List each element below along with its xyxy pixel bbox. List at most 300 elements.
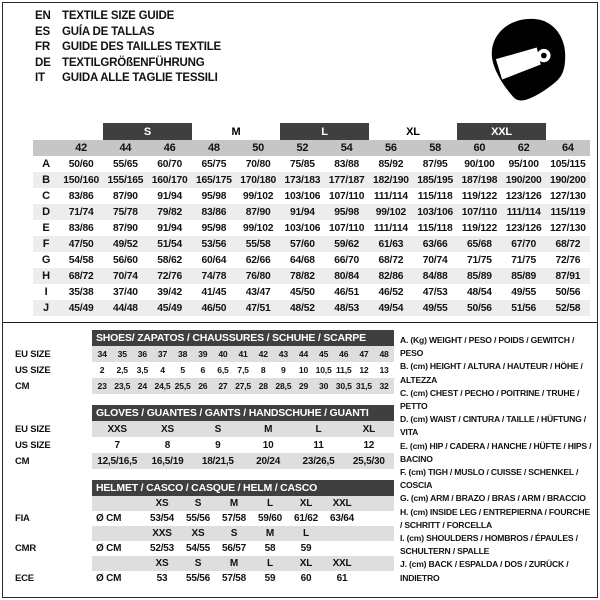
measure-cell: 187/198: [457, 172, 501, 188]
measure-cell: 71/75: [466, 254, 492, 266]
measure-cell: 75/78: [103, 204, 147, 220]
measure-row-B: [33, 172, 590, 188]
measure-cell: 46/51: [334, 286, 360, 298]
measure-row-D: [33, 204, 590, 220]
helmet_table-cell: 57/58: [221, 573, 247, 584]
measure-cell: 103/106: [413, 204, 457, 220]
size-group-S: S: [103, 123, 192, 140]
helmet_table-cell: 56/57: [221, 543, 247, 554]
measure-cell: 177/187: [325, 172, 369, 188]
size-col-header: 54: [325, 140, 369, 156]
gloves_table-cell: 23/26,5: [302, 455, 335, 467]
language-list: [35, 9, 221, 87]
helmet_table-unit-cell: [92, 556, 144, 571]
measure-cell: 115/118: [417, 222, 453, 234]
measure-cell: 51/54: [148, 236, 192, 252]
measure-cell: 44/48: [103, 300, 147, 316]
helmet_table-cell: XXL: [332, 558, 352, 569]
measure-cell: 49/55: [511, 286, 537, 298]
measure-row-label: E: [42, 222, 50, 234]
legend-item: J. (cm) BACK / ESPALDA / DOS / ZURÜCK / INDIETRO: [400, 559, 569, 583]
measure-row-label: B: [33, 172, 59, 188]
shoes_table-row-cells: [92, 378, 394, 394]
measure-cell: 95/98: [201, 222, 227, 234]
measure-cell: 91/94: [157, 222, 183, 234]
language-code: ES: [35, 25, 50, 38]
corner-cell: [33, 140, 59, 156]
shoes_table-cell: 31,5: [355, 381, 372, 391]
gloves_table-row: [12, 421, 394, 437]
legend-item: C. (cm) CHEST / PECHO / POITRINE / TRUHE / PETTO: [400, 387, 580, 412]
shoes_table-cell: 46: [339, 349, 349, 359]
size-group-row: [33, 123, 590, 140]
shoes_table-cell: 12: [359, 365, 369, 375]
measure-cell: 71/75: [511, 254, 537, 266]
shoes_table-title: SHOES/ ZAPATOS / CHAUSSURES / SCHUHE / SCARPE: [92, 330, 394, 346]
measure-cell: 48/52: [280, 300, 324, 316]
gloves_table-cell: 8: [164, 439, 171, 451]
helmet_table-unit-cell: Ø CM: [96, 513, 122, 524]
helmet_table-row-label: [12, 496, 92, 511]
helmet_table-cell: S: [194, 558, 202, 569]
shoes_table-row: [12, 378, 394, 394]
shoes_table-cell: 35: [117, 349, 127, 359]
measure-cell: 127/130: [549, 222, 586, 234]
shoes_table-cell: 11,5: [336, 365, 352, 375]
measure-row-label: D: [33, 204, 59, 220]
helmet_table-row: [12, 496, 394, 511]
shoes_table-row-label: CM: [15, 380, 30, 392]
helmet_table-row-label: FIA: [15, 513, 30, 524]
measure-cell: 39/42: [157, 286, 183, 298]
main-size-table: [33, 123, 590, 316]
measure-cell: 95/100: [508, 158, 539, 170]
gloves_table-cell: 18/21,5: [201, 455, 234, 467]
measure-cell: 47/53: [422, 286, 448, 298]
helmet_table-cell: XL: [299, 498, 313, 509]
racing-helmet-icon: [487, 15, 567, 105]
row-spacer: [360, 496, 394, 511]
measure-row-F: [33, 236, 590, 252]
gloves_table-cell: XL: [362, 423, 375, 435]
shoes_table-cell: 8: [260, 365, 266, 375]
measure-row-label: H: [33, 268, 59, 284]
helmet_table-cell: 53/54: [149, 513, 175, 524]
measure-cell: 78/82: [280, 268, 324, 284]
measure-row-label: C: [42, 190, 50, 202]
shoes_table-cell: 28,5: [275, 381, 292, 391]
size-col-header: 46: [148, 140, 192, 156]
helmet_table-cell: 58: [264, 543, 276, 554]
measure-cell: 41/45: [201, 286, 227, 298]
measure-cell: 105/115: [550, 158, 586, 170]
helmet_table-cell: [324, 526, 360, 541]
gloves_table-cell: M: [264, 423, 273, 435]
measure-row-label: I: [44, 286, 48, 298]
gloves_table-cell: XS: [161, 423, 174, 435]
size-number-row: [33, 140, 590, 156]
size-group-M: M: [231, 125, 241, 138]
measure-cell: 83/86: [68, 222, 94, 234]
size-group-blank: [546, 123, 590, 140]
shoes_table-cell: 6: [200, 365, 206, 375]
measure-cell: 115/119: [546, 204, 590, 220]
measure-cell: 75/85: [289, 158, 315, 170]
measure-cell: 61/63: [369, 236, 413, 252]
shoes_table-cell: 41: [238, 349, 248, 359]
measure-cell: 49/55: [413, 300, 457, 316]
shoes_table-cell: 30,5: [335, 381, 352, 391]
measure-cell: 160/170: [148, 172, 192, 188]
gloves_table-row-label: EU SIZE: [15, 423, 51, 435]
language-row: [35, 40, 221, 56]
measure-cell: 70/74: [103, 268, 147, 284]
gloves_table-cell: L: [315, 423, 322, 435]
shoes_table-cell: 43: [278, 349, 288, 359]
measure-cell: 65/68: [457, 236, 501, 252]
measure-cell: 50/56: [457, 300, 501, 316]
helmet_table-cell: XL: [299, 558, 313, 569]
helmet_table-row-label: CMR: [15, 543, 37, 554]
gloves_table-cell: 20/24: [256, 455, 281, 467]
measure-cell: 85/89: [502, 268, 546, 284]
shoes_table-cell: 27,5: [235, 381, 252, 391]
helmet_table-cell: [324, 541, 360, 556]
measure-cell: 173/183: [280, 172, 324, 188]
helmet_table-unit-cell: [92, 496, 144, 511]
measure-row-J: [33, 300, 590, 316]
helmet_table-unit-cell: Ø CM: [96, 573, 122, 584]
shoes_table-cell: 4: [160, 365, 165, 375]
shoes_table-cell: 6,5: [217, 365, 229, 375]
language-code: IT: [35, 72, 45, 84]
row-spacer: [360, 541, 394, 556]
measure-cell: 68/72: [378, 254, 404, 266]
helmet_table-row-cells: [92, 541, 394, 556]
gloves_table-cell: 10: [262, 439, 274, 451]
gloves_table-cell: 12: [363, 439, 375, 451]
measure-cell: 68/72: [546, 236, 590, 252]
legend-panel: [400, 334, 592, 585]
measure-cell: 111/114: [373, 222, 408, 234]
measure-cell: 48/54: [466, 286, 492, 298]
measure-cell: 74/78: [192, 268, 236, 284]
shoes_table-row-cells: [92, 346, 394, 362]
measure-cell: 87/95: [422, 158, 448, 170]
measure-cell: 150/160: [59, 172, 103, 188]
measure-cell: 119/122: [461, 222, 497, 234]
legend-item: D. (cm) WAIST / CINTURA / TAILLE / HÜFTUNG / VITA: [400, 414, 586, 438]
measure-cell: 66/70: [334, 254, 360, 266]
measure-cell: 103/106: [284, 190, 321, 202]
measure-cell: 91/94: [280, 204, 324, 220]
measure-cell: 127/130: [549, 190, 586, 202]
gloves_table-row-label: CM: [15, 455, 30, 467]
measure-cell: 60/64: [201, 254, 227, 266]
measure-cell: 123/126: [505, 222, 542, 234]
measure-cell: 53/56: [192, 236, 236, 252]
measure-cell: 83/86: [192, 204, 236, 220]
size-col-header: 64: [546, 140, 590, 156]
measure-cell: 48/53: [325, 300, 369, 316]
helmet_table-cell: L: [303, 528, 309, 539]
shoes_table-cell: 39: [198, 349, 208, 359]
gloves_table-row-label: US SIZE: [15, 439, 51, 451]
gloves_table-cell: 16,5/19: [151, 455, 184, 467]
language-code: DE: [35, 56, 51, 69]
row-spacer: [360, 571, 394, 586]
measure-cell: 37/40: [112, 286, 138, 298]
gloves-table: [12, 405, 394, 469]
measure-row-E: [33, 220, 590, 236]
measure-cell: 45/49: [148, 300, 192, 316]
measure-cell: 49/54: [369, 300, 413, 316]
gloves_table-row: [12, 453, 394, 469]
legend-item: H. (cm) INSIDE LEG / ENTREPIERNA / FOURCHE / SCHRITT / FORCELLA: [400, 506, 590, 530]
shoes_table-cell: 37: [157, 349, 168, 359]
measure-row-I: [33, 284, 590, 300]
shoes_table-cell: 34: [97, 349, 107, 359]
language-title: GUÍA DE TALLAS: [62, 25, 155, 38]
measure-cell: 115/118: [417, 190, 453, 202]
helmet_table-row-cells: [92, 526, 394, 541]
shoes_table-cell: 45: [319, 349, 329, 359]
shoes_table-cell: 36: [137, 349, 147, 359]
measure-cell: 64/68: [289, 254, 315, 266]
shoes_table-cell: 23,5: [114, 381, 131, 391]
measure-cell: 87/91: [546, 268, 590, 284]
measure-row-C: [33, 188, 590, 204]
row-spacer: [360, 511, 394, 526]
helmet_table-cell: 54/55: [185, 543, 211, 554]
measure-row-label: A: [42, 158, 50, 170]
measure-cell: 43/47: [245, 286, 271, 298]
measure-cell: 107/110: [457, 204, 501, 220]
measure-cell: 55/58: [236, 236, 280, 252]
shoes_table-cell: 38: [178, 349, 188, 359]
size-col-header: 56: [369, 140, 413, 156]
shoes_table-cell: 44: [298, 349, 309, 359]
measure-cell: 90/100: [464, 158, 495, 170]
measure-cell: 80/84: [325, 268, 369, 284]
shoes_table-cell: 2: [99, 365, 105, 375]
measure-cell: 182/190: [369, 172, 413, 188]
measure-cell: 85/89: [457, 268, 501, 284]
shoes_table-row-label: US SIZE: [15, 364, 51, 376]
helmet_table-row-cells: [92, 496, 394, 511]
measure-cell: 47/51: [236, 300, 280, 316]
gloves_table-cell: 9: [215, 439, 221, 451]
measure-cell: 70/74: [422, 254, 448, 266]
measure-cell: 99/102: [369, 204, 413, 220]
size-group-XL: XL: [406, 125, 420, 138]
shoes_table-cell: 10,5: [315, 365, 332, 375]
language-title: GUIDE DES TAILLES TEXTILE: [62, 41, 221, 53]
bottom-tables: [12, 330, 394, 586]
measure-cell: 47/50: [59, 236, 103, 252]
measure-cell: 95/98: [201, 190, 227, 202]
helmet-table: [12, 480, 394, 586]
row-spacer: [360, 526, 394, 541]
shoes_table-cell: 10: [298, 365, 309, 375]
measure-row-label: F: [33, 236, 59, 252]
measure-cell: 85/92: [378, 158, 404, 170]
helmet_table-cell: S: [230, 528, 238, 539]
helmet_table-row: [12, 526, 394, 541]
helmet_table-cell: XXS: [152, 528, 172, 539]
language-title: GUIDA ALLE TAGLIE TESSILI: [62, 72, 218, 84]
measure-cell: 87/90: [112, 222, 138, 234]
language-title: TEXTILE SIZE GUIDE: [62, 10, 175, 22]
measure-cell: 170/180: [236, 172, 280, 188]
helmet_table-cell: 63/64: [329, 513, 355, 524]
measure-cell: 99/102: [242, 222, 274, 234]
legend-item: E. (cm) HIP / CADERA / HANCHE / HÜFTE / HIPS / BACINO: [400, 440, 592, 464]
measure-cell: 72/76: [148, 268, 192, 284]
legend-item: F. (cm) TIGH / MUSLO / CUISSE / SCHENKEL / COSCIA: [400, 467, 579, 491]
helmet_table-cell: 57/58: [221, 513, 247, 524]
helmet_table-cell: 61: [336, 573, 348, 584]
shoes_table-cell: 32: [379, 381, 389, 391]
size-col-header: 44: [103, 140, 147, 156]
measure-cell: 60/70: [157, 158, 183, 170]
helmet_table-cell: 53: [156, 573, 168, 584]
measure-cell: 72/76: [555, 254, 581, 266]
measure-row-A: [33, 156, 590, 172]
shoes-table: [12, 330, 394, 394]
measure-cell: 99/102: [242, 190, 274, 202]
size-group-XXL: XXL: [457, 123, 546, 140]
shoes_table-cell: 26: [198, 381, 208, 391]
language-code: EN: [35, 10, 51, 22]
shoes_table-cell: 47: [359, 349, 369, 359]
language-row: [35, 25, 221, 41]
measure-cell: 63/66: [413, 236, 457, 252]
shoes_table-cell: 40: [218, 349, 228, 359]
measure-cell: 123/126: [505, 190, 542, 202]
measure-cell: 83/86: [68, 190, 94, 202]
gloves_table-cell: 12,5/16,5: [97, 455, 138, 467]
size-col-header: 42: [59, 140, 103, 156]
gloves_table-row-cells: [92, 437, 394, 453]
section-divider: [3, 322, 597, 323]
measure-cell: 35/38: [68, 286, 94, 298]
measure-cell: 87/90: [112, 190, 138, 202]
size-col-header: 52: [280, 140, 324, 156]
helmet_table-cell: M: [229, 558, 239, 569]
measure-cell: 65/75: [201, 158, 227, 170]
gloves_table-row: [12, 437, 394, 453]
measure-cell: 79/82: [148, 204, 192, 220]
measure-cell: 62/66: [245, 254, 271, 266]
helmet_table-cell: M: [265, 528, 275, 539]
helmet_table-row-cells: [92, 511, 394, 526]
helmet_table-row-cells: [92, 571, 394, 586]
size-col-header: 48: [192, 140, 236, 156]
measure-cell: 95/98: [325, 204, 369, 220]
measure-cell: 91/94: [157, 190, 183, 202]
helmet_table-row: [12, 541, 394, 556]
helmet_table-cell: 61/62: [293, 513, 319, 524]
row-spacer: [360, 556, 394, 571]
measure-cell: 68/72: [59, 268, 103, 284]
shoes_table-cell: 9: [281, 365, 286, 375]
gloves_table-row-cells: [92, 453, 394, 469]
shoes_table-row: [12, 362, 394, 378]
helmet_table-cell: 60: [300, 573, 312, 584]
helmet_table-title: HELMET / CASCO / CASQUE / HELM / CASCO: [92, 480, 394, 496]
helmet_table-row-label: ECE: [15, 573, 34, 584]
measure-cell: 70/80: [245, 158, 271, 170]
measure-cell: 51/56: [502, 300, 546, 316]
legend-item: A. (Kg) WEIGHT / PESO / POIDS / GEWITCH / PESO: [400, 335, 575, 359]
shoes_table-cell: 24,5: [154, 381, 171, 391]
helmet_table-row: [12, 571, 394, 586]
measure-cell: 49/52: [103, 236, 147, 252]
language-row: [35, 56, 221, 72]
measure-cell: 103/106: [284, 222, 321, 234]
measure-cell: 57/60: [280, 236, 324, 252]
helmet_table-unit-cell: [92, 526, 144, 541]
measure-cell: 50/56: [555, 286, 581, 298]
measure-cell: 54/58: [68, 254, 94, 266]
legend-item: G. (cm) ARM / BRAZO / BRAS / ARM / BRACCIO: [400, 493, 586, 504]
measure-row-H: [33, 268, 590, 284]
shoes_table-cell: 7,5: [237, 365, 249, 375]
helmet_table-cell: 59/60: [257, 513, 283, 524]
measure-row-label: J: [33, 300, 59, 316]
gloves_table-cell: 7: [114, 439, 120, 451]
language-row: [35, 9, 221, 25]
measure-cell: 56/60: [112, 254, 138, 266]
shoes_table-cell: 3,5: [136, 365, 149, 375]
shoes_table-cell: 30: [319, 381, 329, 391]
gloves_table-row-cells: [92, 421, 394, 437]
helmet_table-cell: M: [229, 498, 239, 509]
legend-item: B. (cm) HEIGHT / ALTURA / HAUTEUR / HÖHE / ALTEZZA: [400, 361, 583, 385]
size-col-header: 60: [457, 140, 501, 156]
measure-row-label: G: [41, 254, 51, 266]
shoes_table-row: [12, 346, 394, 362]
measure-cell: 55/65: [112, 158, 138, 170]
size-group-blank: [33, 123, 103, 140]
size-group-L: L: [280, 123, 369, 140]
measure-cell: 76/80: [236, 268, 280, 284]
language-title: TEXTILGRÖßENFÜHRUNG: [62, 56, 205, 69]
measure-cell: 185/195: [413, 172, 457, 188]
shoes_table-row-label: EU SIZE: [15, 348, 51, 360]
shoes_table-cell: 25,5: [174, 381, 191, 391]
gloves_table-cell: 25,5/30: [352, 455, 385, 467]
size-col-header: 62: [502, 140, 546, 156]
shoes_table-cell: 42: [258, 349, 268, 359]
helmet_table-cell: L: [267, 498, 273, 509]
helmet_table-cell: L: [267, 558, 273, 569]
helmet_table-cell: XS: [191, 528, 205, 539]
measure-cell: 107/110: [328, 222, 365, 234]
measure-cell: 190/200: [502, 172, 546, 188]
shoes_table-cell: 29: [298, 381, 309, 391]
measure-cell: 45/50: [289, 286, 315, 298]
measure-cell: 190/200: [546, 172, 590, 188]
language-row: [35, 71, 221, 87]
helmet_table-cell: 52/53: [149, 543, 175, 554]
measure-cell: 107/110: [328, 190, 365, 202]
helmet_table-row-cells: [92, 556, 394, 571]
measure-cell: 46/52: [378, 286, 404, 298]
measure-cell: 58/62: [157, 254, 183, 266]
helmet_table-cell: 55/56: [185, 513, 211, 524]
